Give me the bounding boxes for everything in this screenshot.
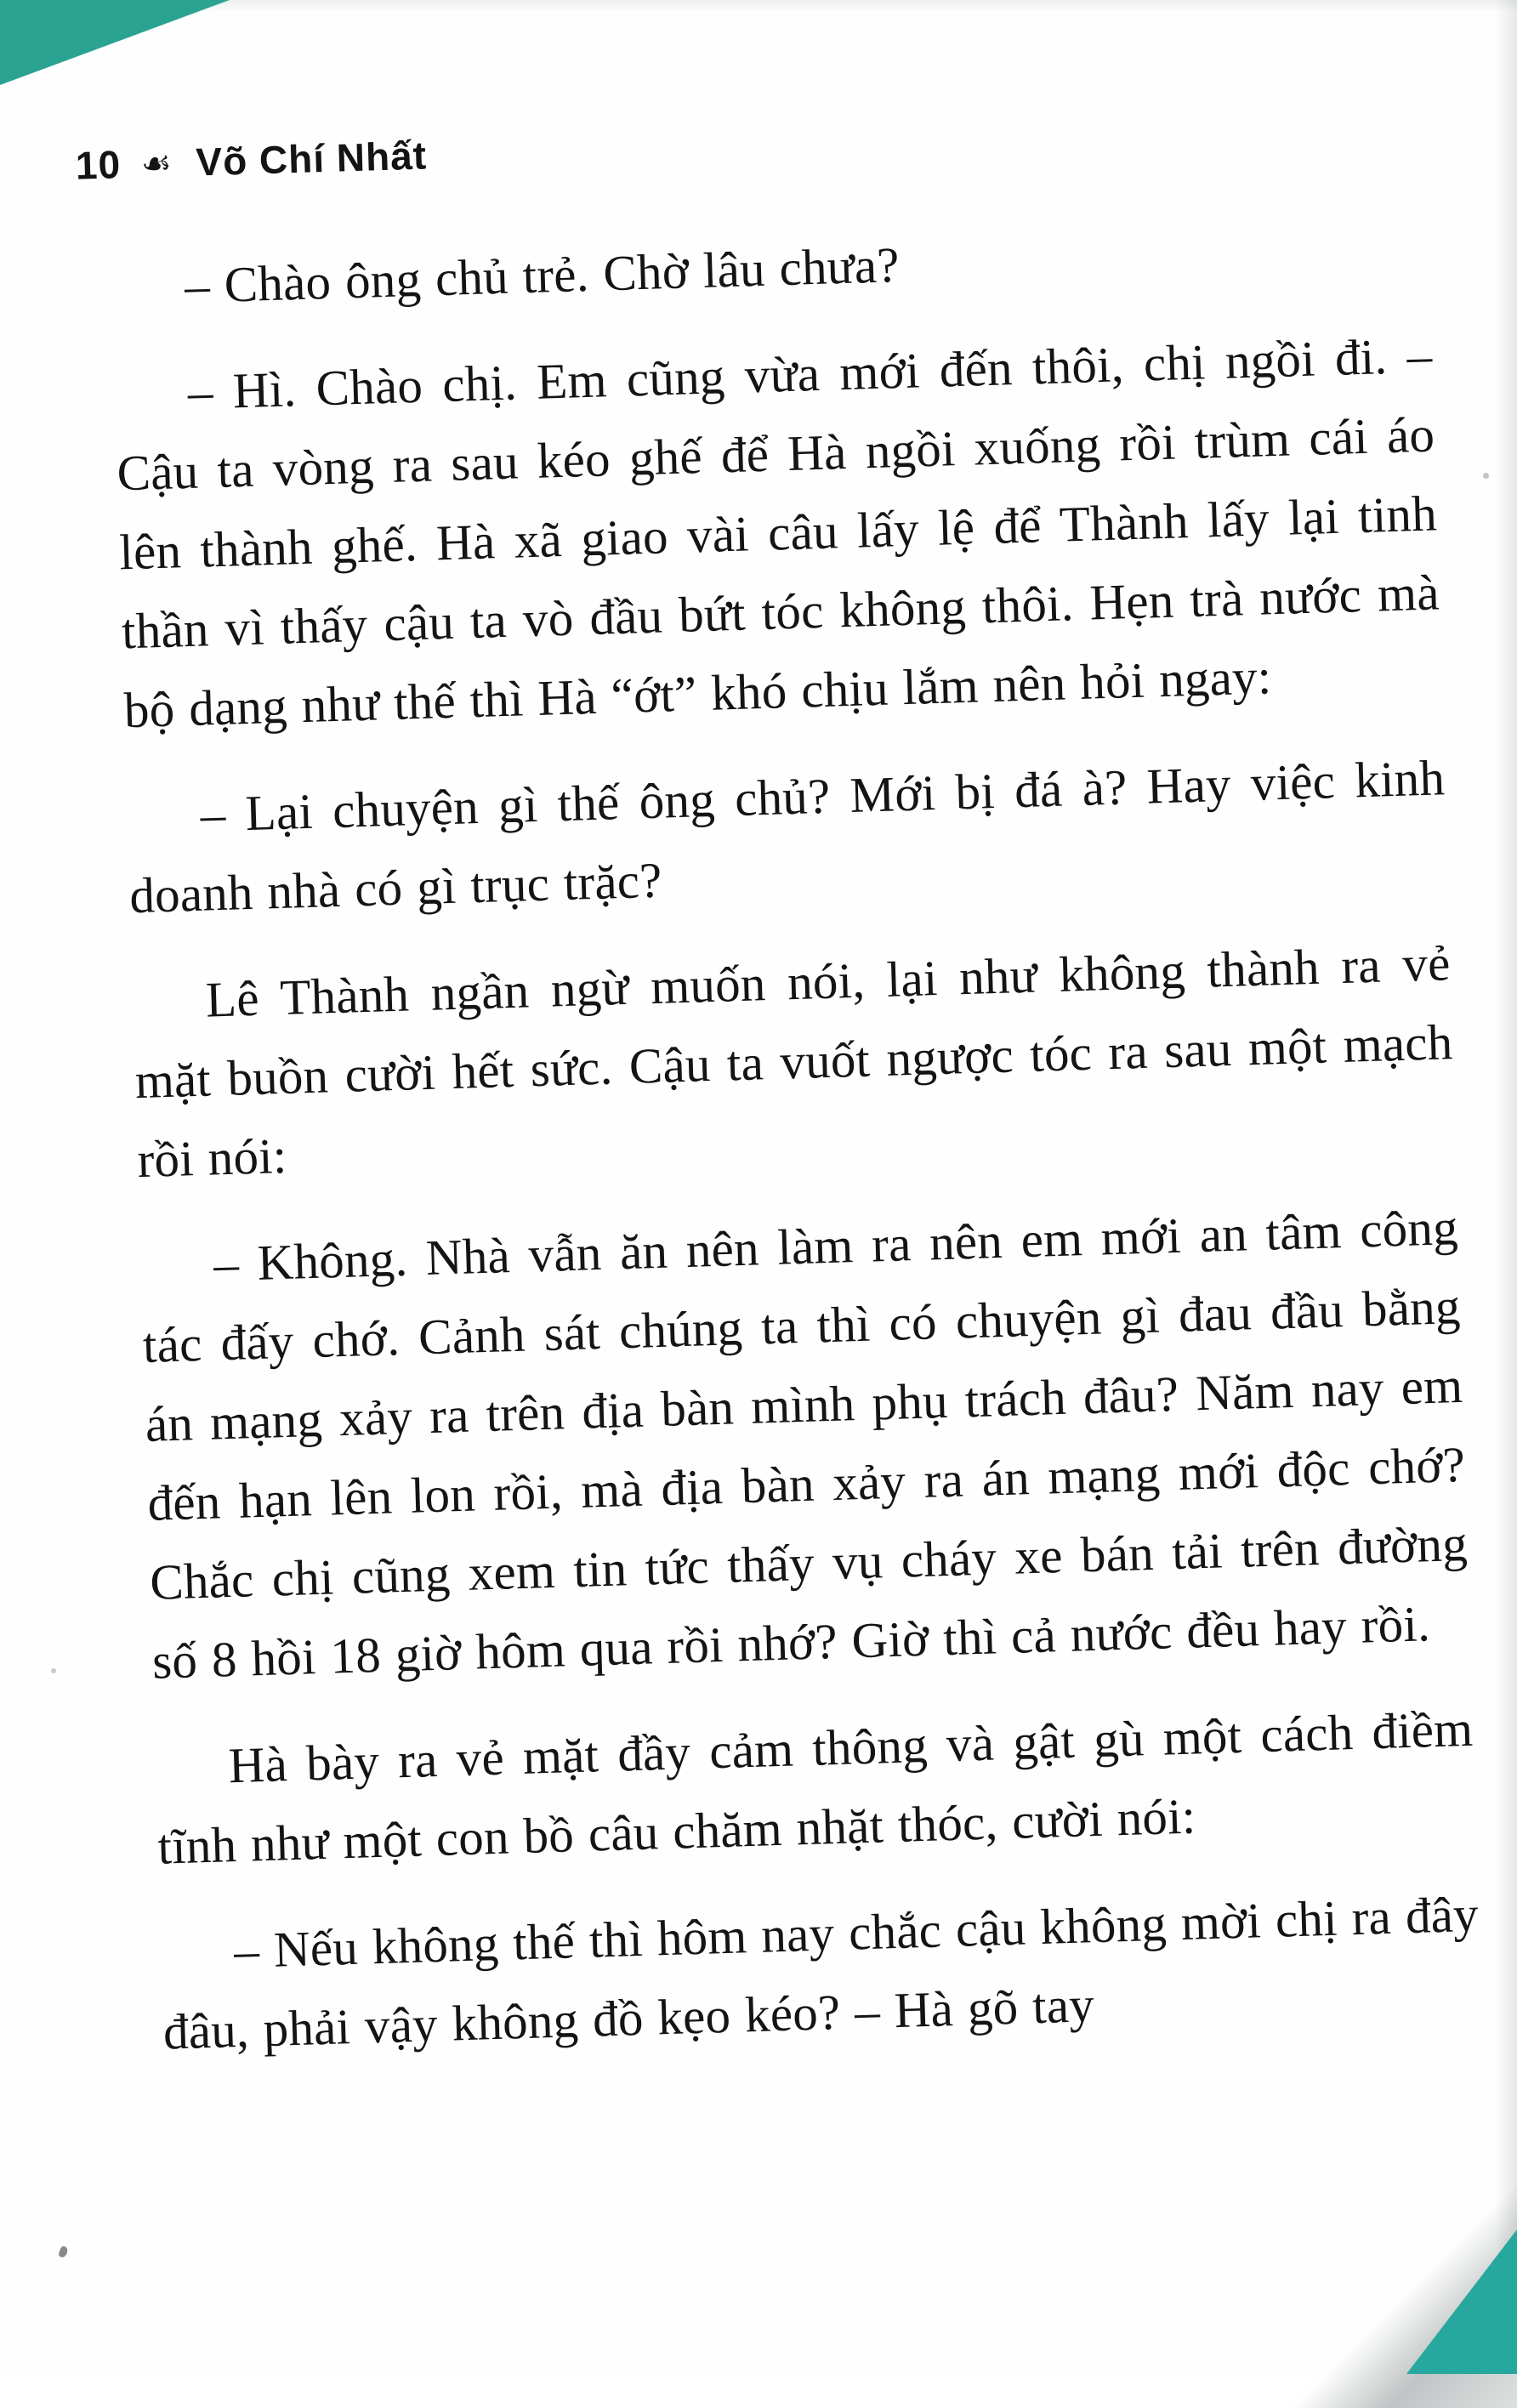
body-paragraph: Lê Thành ngần ngừ muốn nói, lại như không thành ra vẻ mặt buồn cười hết sức. Cậu ta vuốt ngược tóc ra sau một mạch rồi nói: <box>134 934 1454 1189</box>
scan-speck <box>58 2246 69 2258</box>
body-paragraph: – Chào ông chủ trẻ. Chờ lâu chưa? <box>184 236 901 314</box>
body-paragraph: – Lại chuyện gì thế ông chủ? Mới bị đá à? Hay việc kinh doanh nhà có gì trục trặc? <box>128 749 1446 924</box>
teal-corner-bottom-right <box>1406 2229 1517 2374</box>
body-paragraph: – Không. Nhà vẫn ăn nên làm ra nên em mới an tâm công tác đấy chớ. Cảnh sát chúng ta thì có chuyện gì đau đầu bằng án mạng xảy ra trên địa bàn mình phụ trách đâu? Năm nay em đến hạn lên lon rồi, mà địa bàn xảy ra án mạng mới độc chớ? Chắc chị cũng xem tin tức thấy vụ cháy xe bán tải trên đường số 8 hồi 18 giờ hôm qua rồi nhớ? Giờ thì cả nước đều hay rồi. <box>142 1199 1469 1690</box>
author-name: Võ Chí Nhất <box>195 133 428 185</box>
page-number: 10 <box>75 142 122 188</box>
page-content <box>75 103 1483 2099</box>
scan-speck <box>1483 473 1489 479</box>
teal-corner-top-left <box>0 0 230 85</box>
fleuron-ornament-icon: ☙ <box>140 144 173 185</box>
body-text <box>111 210 1482 2072</box>
scan-speck <box>51 1668 56 1673</box>
scan-edge-shadow-right <box>1495 0 1517 2374</box>
body-paragraph: – Nếu không thế thì hôm nay chắc cậu không mời chị ra đây đâu, phải vậy không đồ kẹo kéo? – Hà gõ tay <box>162 1885 1480 2060</box>
body-paragraph: Hà bày ra vẻ mặt đầy cảm thông và gật gù một cách điềm tĩnh như một con bồ câu chăm nhặt thóc, cười nói: <box>156 1700 1474 1875</box>
body-paragraph: – Hì. Chào chị. Em cũng vừa mới đến thôi, chị ngồi đi. – Cậu ta vòng ra sau kéo ghế để Hà ngồi xuống rồi trùm cái áo lên thành ghế. Hà xã giao vài câu lấy lệ để Thành lấy lại tinh thần vì thấy cậu ta vò đầu bứt tóc không thôi. Hẹn trà nước mà bộ dạng như thế thì Hà “ớt” khó chịu lắm nên hỏi ngay: <box>116 327 1440 739</box>
scan-edge-shadow-top <box>0 0 1517 12</box>
running-header <box>75 103 1426 189</box>
